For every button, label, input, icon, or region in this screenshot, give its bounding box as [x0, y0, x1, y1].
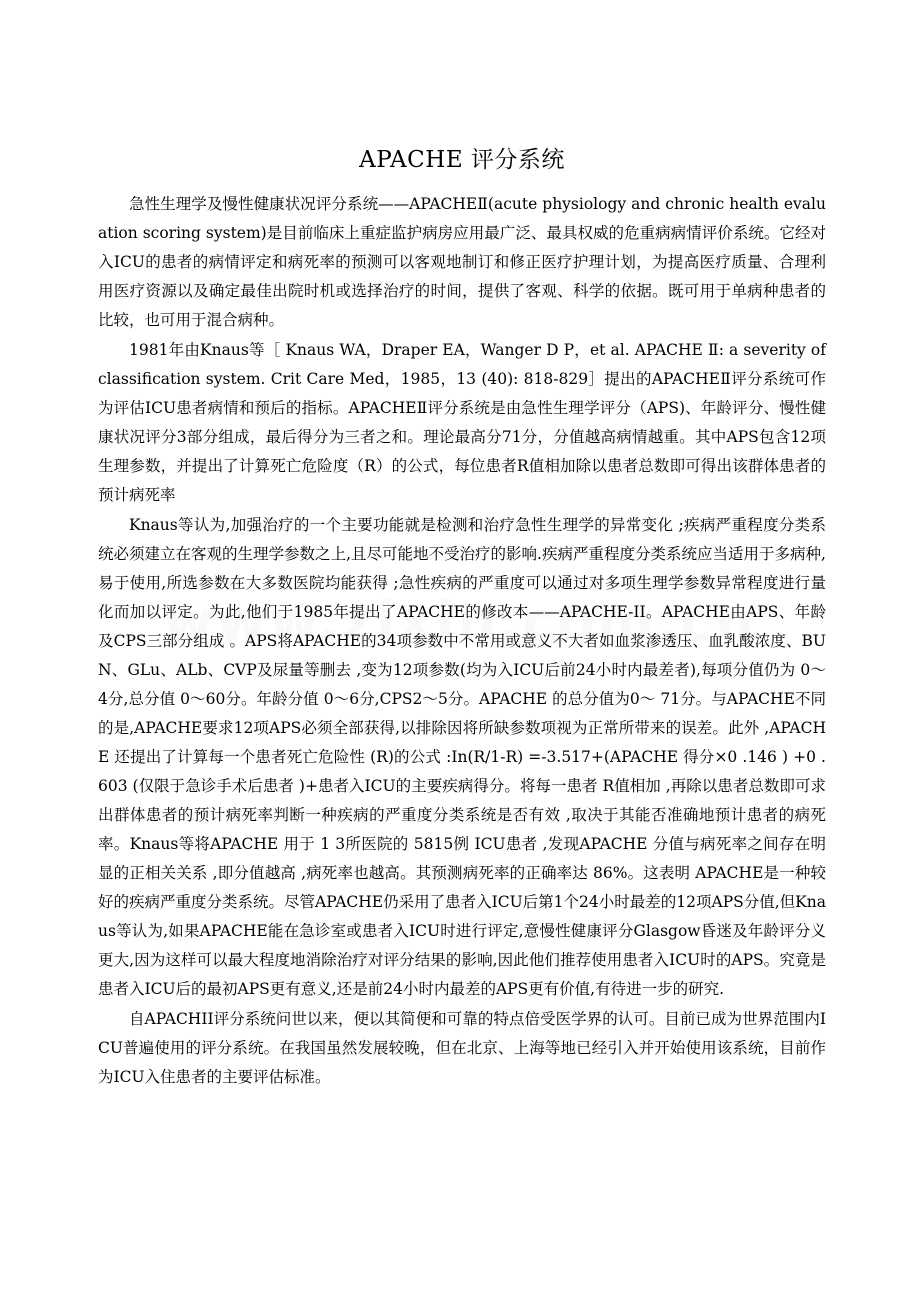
paragraph-adoption: 自APACHII评分系统问世以来，便以其简便和可靠的特点倍受医学界的认可。目前已成为世界范围内ICU普遍使用的评分系统。在我国虽然发展较晚，但在北京、上海等地已经引入并开始使用该系统，目前作为ICU入住患者的主要评估标准。 — [98, 1010, 826, 1086]
document-page — [98, 140, 826, 1092]
paragraph-knaus: Knaus等认为,加强治疗的一个主要功能就是检测和治疗急性生理学的异常变化 ;疾病严重程度分类系统必须建立在客观的生理学参数之上,且尽可能地不受治疗的影响.疾病严重程度分类系统应当适用于多病种,易于使用,所选参数在大多数医院均能获得 ;急性疾病的严重度可以通过对多项生理学参数异常程度进行量化而加以评定。为此,他们于1985年提出了APACHE的修改本——APACHE-II。APACHE由APS、年龄及CPS三部分组成 。APS将APACHE的34项参数中不常用或意义不大者如血浆渗透压、血乳酸浓度、BUN、GLu、ALb、CVP及尿量等删去 ,变为12项参数(均为入ICU后前24小时内最差者),每项分值仍为 0～4分,总分值 0～60分。年龄分值 0～6分,CPS2～5分。APACHE 的总分值为0～ 71分。与APACHE不同的是,APACHE要求12项APS必须全部获得,以排除因将所缺参数项视为正常所带来的误差。此外 ,APACHE 还提出了计算每一个患者死亡危险性 (R)的公式 :In(R/1-R) =-3.517+(APACHE 得分×0 .146 ) +0 .603 (仅限于急诊手术后患者 )+患者入ICU的主要疾病得分。将每一患者 R值相加 ,再除以患者总数即可求出群体患者的预计病死率判断一种疾病的严重度分类系统是否有效 ,取决于其能否准确地预计患者的病死率。Knaus等将APACHE 用于 1 3所医院的 5815例 ICU患者 ,发现APACHE 分值与病死率之间存在明显的正相关关系 ,即分值越高 ,病死率也越高。其预测病死率的正确率达 86%。这表明 APACHE是一种较好的疾病严重度分类系统。尽管APACHE仍采用了患者入ICU后第1个24小时最差的12项APS分值,但Knaus等认为,如果APACHE能在急诊室或患者入ICU时进行评定,意慢性健康评分Glasgow昏迷及年龄评分义更大,因为这样可以最大程度地消除治疗对评分结果的影响,因此他们推荐使用患者入ICU时的APS。究竟是患者入ICU后的最初APS更有意义,还是前24小时内最差的APS更有价值,有待进一步的研究. — [98, 516, 826, 998]
paragraph-history: 1981年由Knaus等［ Knaus WA，Draper EA，Wanger D P，et al. APACHE Ⅱ: a severity of classification system. Crit Care Med，1985，13 (40): 818-829］提出的APACHEⅡ评分系统可作为评估ICU患者病情和预后的指标。APACHEⅡ评分系统是由急性生理学评分（APS)、年龄评分、慢性健康状况评分3部分组成，最后得分为三者之和。理论最高分71分，分值越高病情越重。其中APS包含12项生理参数，并提出了计算死亡危险度（R）的公式，每位患者R值相加除以患者总数即可得出该群体患者的预计病死率 — [98, 341, 826, 504]
paragraph-intro: 急性生理学及慢性健康状况评分系统——APACHEⅡ(acute physiology and chronic health evaluation scoring system)是目前临床上重症监护病房应用最广泛、最具权威的危重病病情评价系统。它经对入ICU的患者的病情评定和病死率的预测可以客观地制订和修正医疗护理计划，为提高医疗质量、合理利用医疗资源以及确定最佳出院时机或选择治疗的时间，提供了客观、科学的依据。既可用于单病种患者的比较，也可用于混合病种。 — [98, 195, 826, 329]
document-title: APACHE 评分系统 — [359, 147, 565, 173]
